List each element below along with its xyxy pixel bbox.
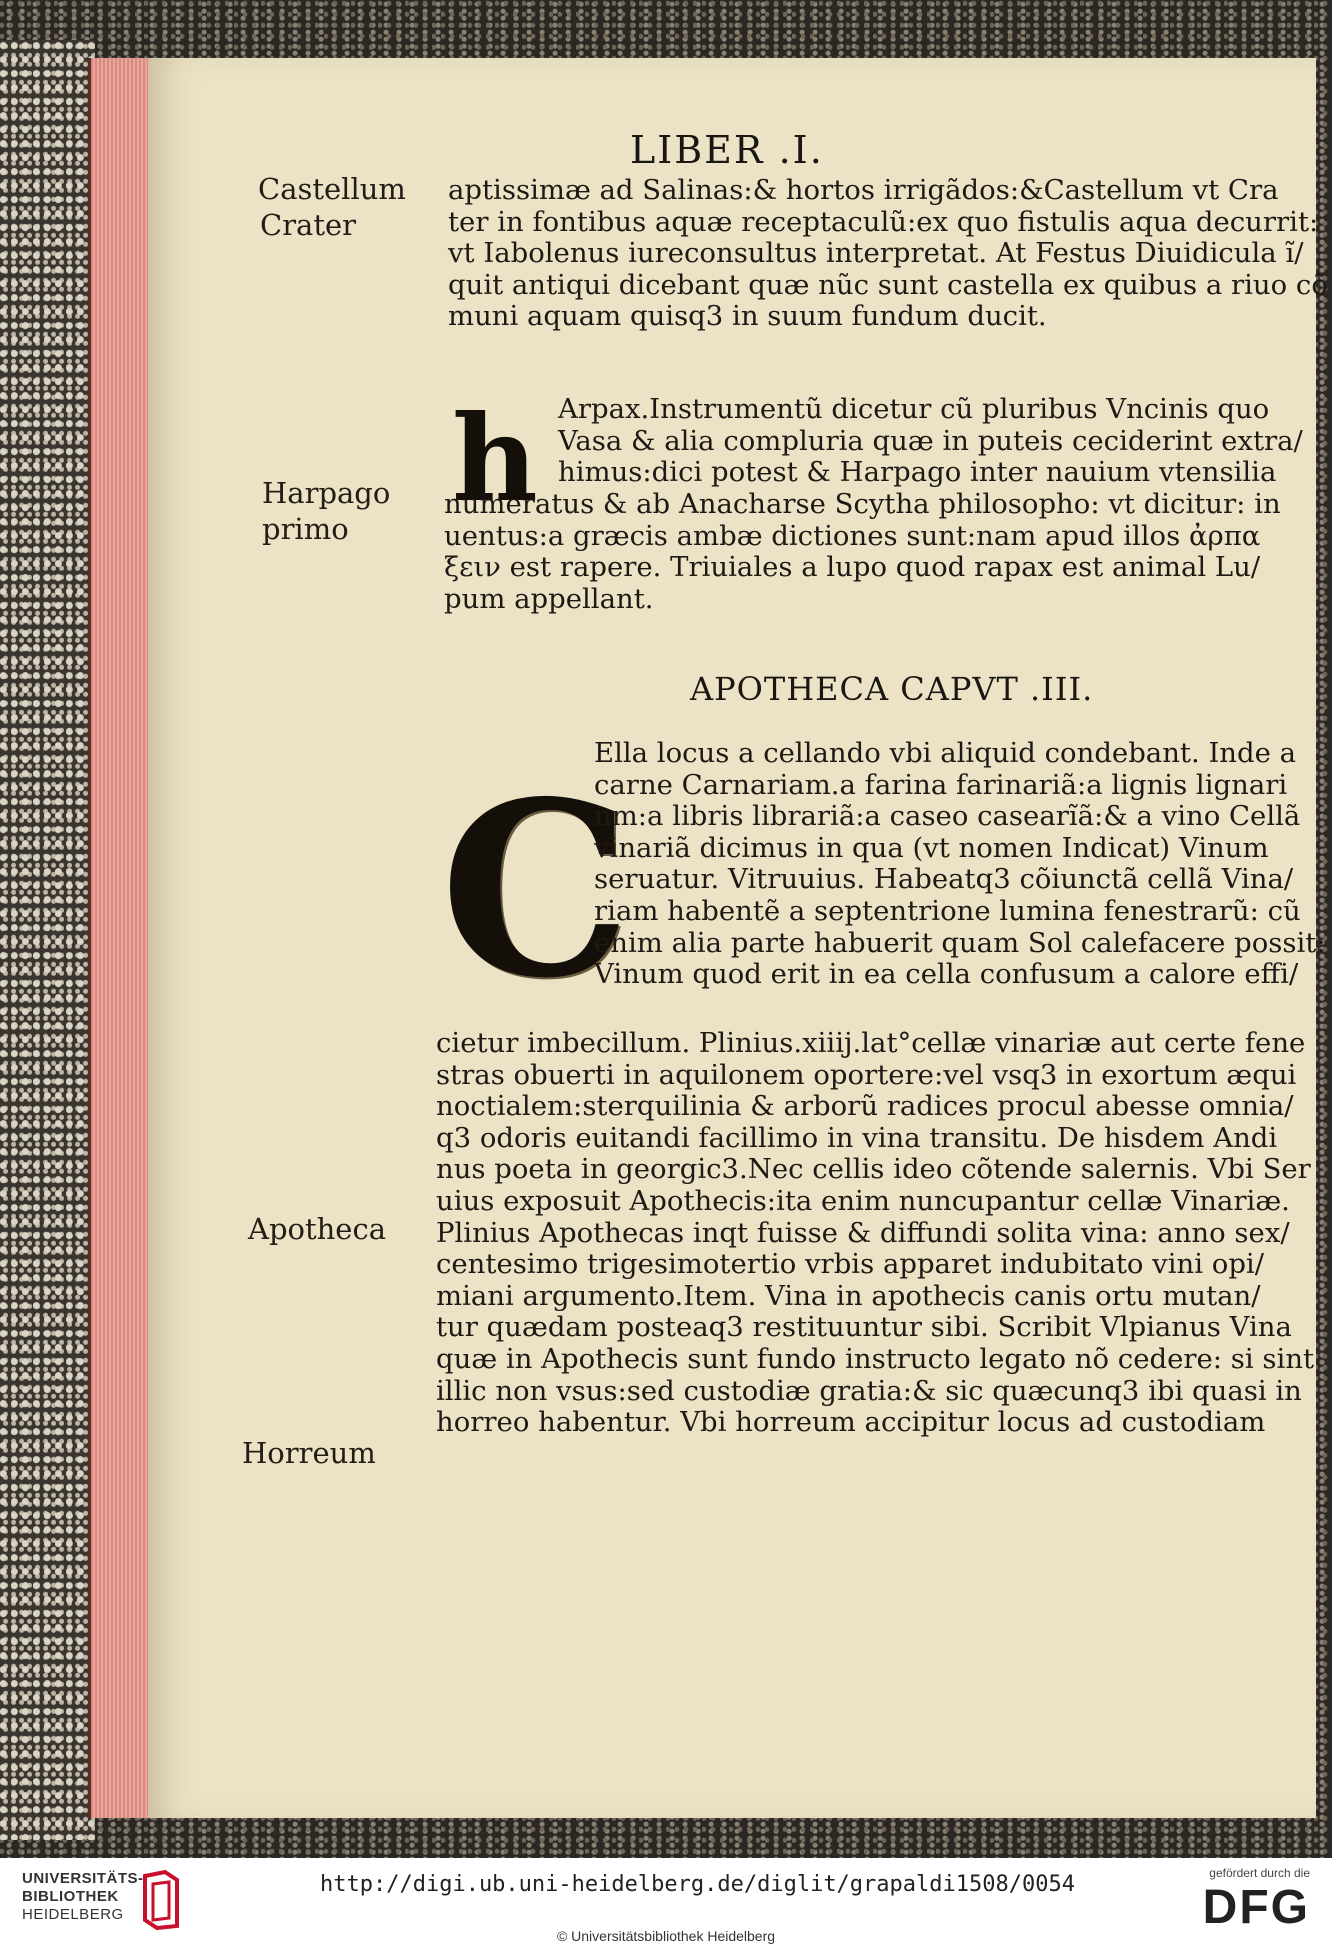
margin-note-harpago: Harpago (262, 476, 391, 510)
text-line: nm:a libris librariã:a caseo casearĩã:& a vino Cellã (594, 800, 1301, 833)
text-line: Arpax.Instrumentũ dicetur cũ pluribus Vncinis quo (558, 393, 1270, 425)
margin-note-crater: Crater (260, 208, 357, 242)
dfg-logo[interactable]: DFG (1202, 1881, 1310, 1934)
text-line: uentus:a græcis ambæ dictiones sunt:nam apud illos ἀρπα (444, 519, 1261, 552)
viewer-footer (0, 1858, 1332, 1954)
logo-text-line: UNIVERSITÄTS- (22, 1870, 144, 1887)
paragraph-apotheca (436, 1028, 1314, 1439)
text-line: uius exposuit Apothecis:ita enim nuncupantur cellæ Vinariæ. (436, 1184, 1290, 1217)
text-line: himus:dici potest & Harpago inter nauium vtensilia (558, 456, 1277, 489)
text-line: Plinius Apothecas inqt fuisse & diffundi solita vina: anno sex/ (436, 1216, 1290, 1249)
text-line: riam habentẽ a septentrione lumina fenestrarũ: cũ (594, 894, 1301, 927)
text-line: aptissimæ ad Salinas:& hortos irrigãdos:&Castellum vt Cra (448, 174, 1279, 206)
text-line: noctialem:sterquilinia & arborũ radices procul abesse omnia/ (436, 1090, 1294, 1123)
decorated-initial-c: C (440, 749, 632, 1031)
text-line: quæ in Apothecis sunt fundo instructo legato nõ cedere: si sint (436, 1342, 1315, 1375)
margin-note-castellum: Castellum (258, 172, 406, 206)
margin-note-apotheca: Apotheca (248, 1212, 386, 1246)
ub-logo-icon (137, 1870, 183, 1930)
text-line: nus poeta in georgic3.Nec cellis ideo cõtende salernis. Vbi Ser (436, 1153, 1311, 1186)
text-line: cietur imbecillum. Plinius.xiiij.lat°cellæ vinariæ aut certe fene (436, 1027, 1306, 1059)
text-line: seruatur. Vitruuius. Habeatq3 cõiunctã cellã Vina/ (594, 863, 1294, 896)
text-line: ter in fontibus aquæ receptaculũ:ex quo fistulis aqua decurrit: (448, 205, 1319, 238)
ub-heidelberg-logo[interactable] (22, 1870, 144, 1924)
text-line: enim alia parte habuerit quam Sol calefacere possit: (594, 926, 1326, 959)
paragraph-harpago (444, 489, 1281, 615)
copyright-notice: © Universitätsbibliothek Heidelberg (556, 1928, 776, 1944)
book-cover-edge (0, 40, 95, 1840)
funding-note: gefördert durch die (1209, 1866, 1310, 1880)
text-line: centesimo trigesimotertio vrbis apparet indubitato vini opi/ (436, 1248, 1264, 1281)
logo-text-line: BIBLIOTHEK (22, 1888, 119, 1905)
paragraph-apotheca-indented (594, 738, 1326, 991)
margin-note-primo: primo (262, 512, 349, 546)
text-line: pum appellant. (444, 582, 654, 615)
text-line: quit antiqui dicebant quæ nũc sunt castella ex quibus a riuo cõ (448, 268, 1328, 301)
text-line: Vinum quod erit in ea cella confusum a calore effi/ (594, 958, 1299, 991)
text-line: vinariã dicimus in qua (vt nomen Indicat) Vinum (594, 831, 1269, 864)
paragraph-castellum (448, 175, 1328, 333)
paragraph-harpago-indented (558, 394, 1303, 489)
decorated-initial-h: h (452, 389, 538, 528)
page-edges (88, 58, 153, 1818)
margin-note-horreum: Horreum (242, 1436, 376, 1470)
text-line: q3 odoris euitandi facillimo in vina transitu. De hisdem Andi (436, 1121, 1278, 1154)
text-line: illic non vsus:sed custodiæ gratia:& sic quæcunq3 ibi quasi in (436, 1374, 1302, 1407)
text-line: Vasa & alia compluria quæ in puteis ceciderint extra/ (558, 424, 1303, 457)
running-head: LIBER .I. (630, 128, 824, 172)
text-line: ξειν est rapere. Triuiales a lupo quod rapax est animal Lu/ (444, 551, 1261, 584)
text-line: horreo habentur. Vbi horreum accipitur locus ad custodiam (436, 1406, 1266, 1439)
text-line: carne Carnariam.a farina farinariã:a lignis lignari (594, 768, 1288, 801)
text-line: stras obuerti in aquilonem oportere:vel vsq3 in exortum æqui (436, 1058, 1297, 1091)
text-line: Ella locus a cellando vbi aliquid condebant. Inde a (594, 737, 1297, 769)
permalink-url[interactable]: http://digi.ub.uni-heidelberg.de/diglit/grapaldi1508/0054 (320, 1872, 1075, 1897)
logo-text-line: HEIDELBERG (22, 1906, 124, 1923)
text-line: vt Iabolenus iureconsultus interpretat. At Festus Diuidicula ĩ/ (448, 237, 1304, 270)
section-heading: APOTHECA CAPVT .III. (690, 670, 1094, 708)
text-line: miani argumento.Item. Vina in apothecis canis ortu mutan/ (436, 1279, 1261, 1312)
text-line: tur quædam posteaq3 restituuntur sibi. Scribit Vlpianus Vina (436, 1311, 1292, 1344)
text-line: numeratus & ab Anacharse Scytha philosopho: vt dicitur: in (444, 488, 1281, 520)
text-line: muni aquam quisq3 in suum fundum ducit. (448, 300, 1047, 333)
